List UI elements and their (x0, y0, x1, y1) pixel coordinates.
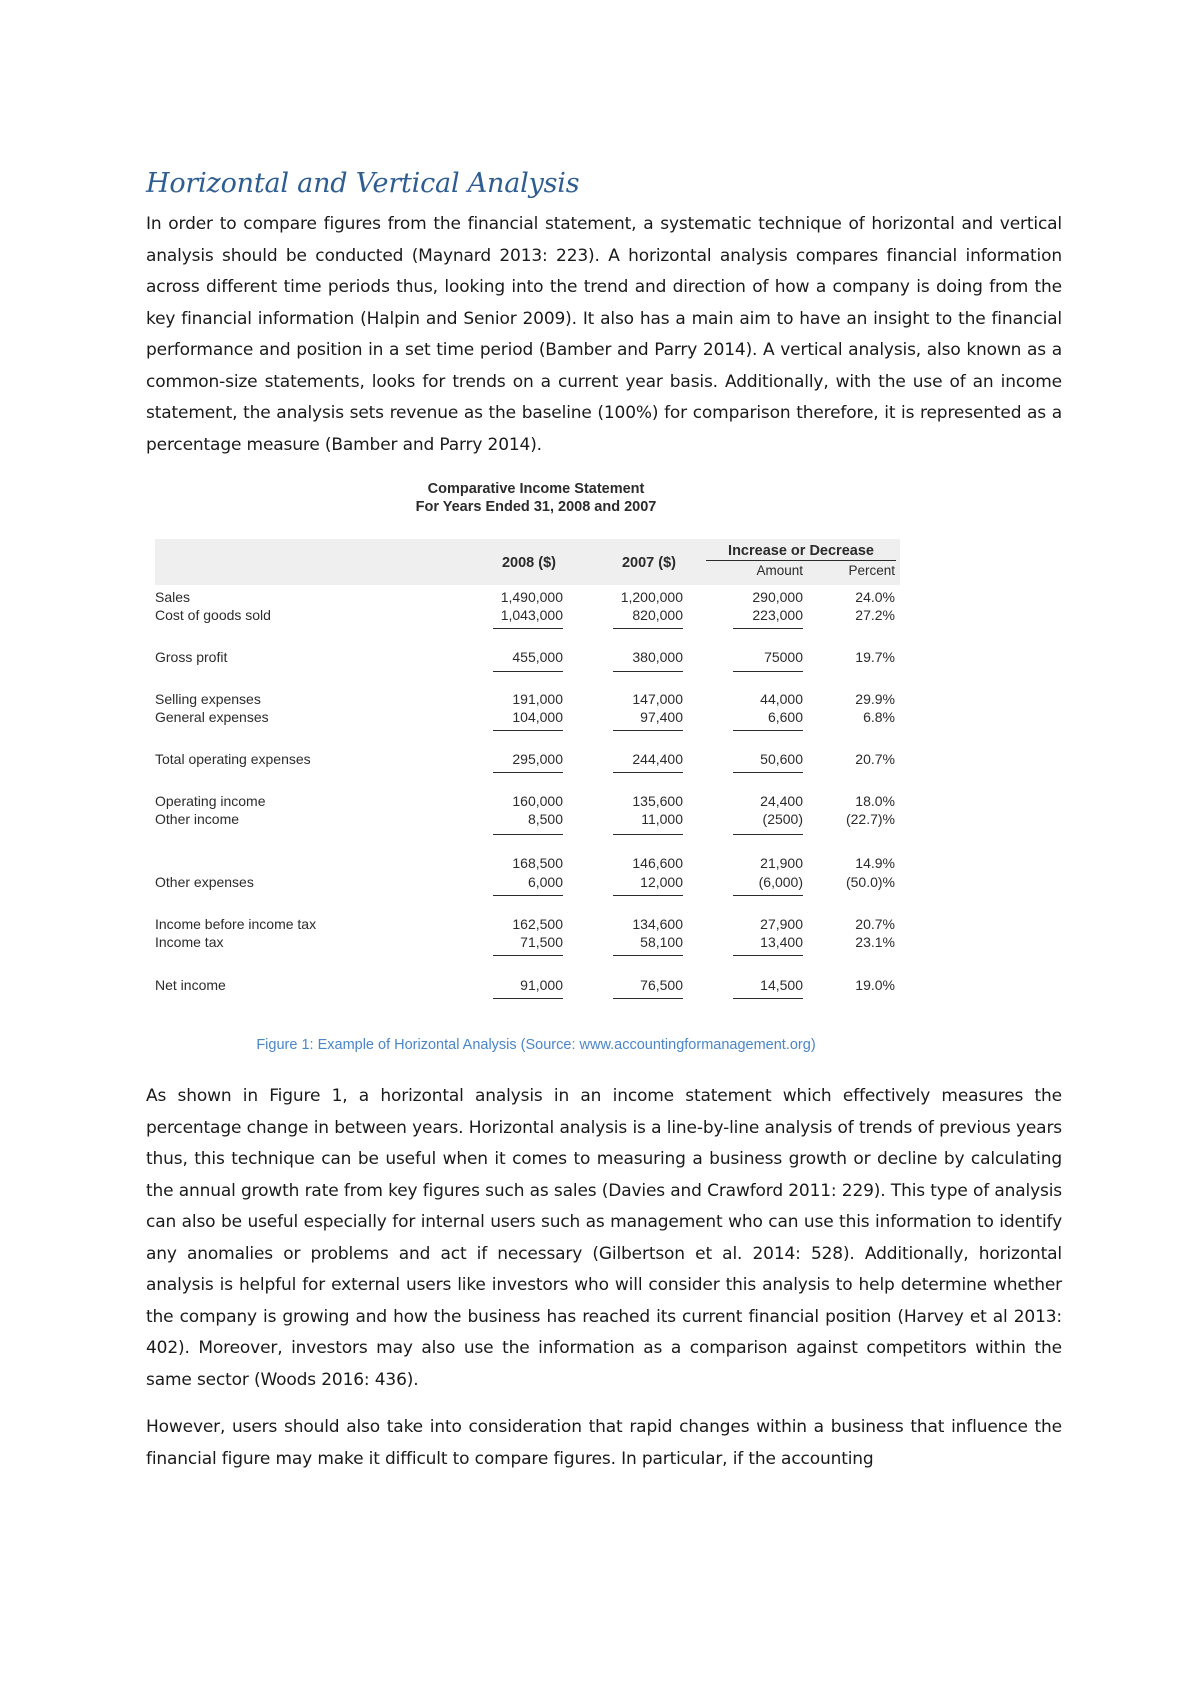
column-header-change: Increase or Decrease (706, 543, 896, 561)
rule-line (733, 671, 803, 672)
value-2007: 134,600 (632, 916, 683, 932)
value-2008: 8,500 (527, 811, 563, 827)
change-amount: 24,400 (760, 793, 803, 809)
change-amount: 290,000 (752, 589, 803, 605)
rule-line (493, 628, 563, 629)
change-percent: 6.8% (863, 709, 895, 725)
change-percent: (22.7)% (845, 811, 895, 827)
figure-caption: Figure 1: Example of Horizontal Analysis (Source: www.accountingformanagement.org) (256, 1037, 816, 1053)
row-label: Income tax (155, 934, 224, 950)
rule-line (493, 895, 563, 896)
change-amount: (2500) (762, 811, 803, 827)
figure-income-statement (146, 481, 1062, 1061)
row-label: Cost of goods sold (155, 607, 271, 623)
rule-line (493, 730, 563, 731)
value-2008: 91,000 (520, 977, 563, 993)
value-2007: 11,000 (641, 811, 683, 827)
table-row (155, 916, 895, 934)
column-header-2007: 2007 ($) (621, 555, 676, 571)
rule-line (613, 772, 683, 773)
rule-line (613, 834, 683, 835)
statement-subtitle: For Years Ended 31, 2008 and 2007 (415, 499, 657, 515)
section-heading: Horizontal and Vertical Analysis (146, 168, 580, 199)
change-percent: 18.0% (855, 793, 895, 809)
rule-line (493, 772, 563, 773)
rule-line (493, 834, 563, 835)
rule-line (613, 895, 683, 896)
rule-line (613, 671, 683, 672)
table-row (155, 855, 895, 873)
table-row (155, 977, 895, 995)
value-2007: 97,400 (640, 709, 683, 725)
rule-line (733, 628, 803, 629)
change-percent: 24.0% (855, 589, 895, 605)
rule-line (733, 772, 803, 773)
value-2007: 244,400 (632, 751, 683, 767)
change-percent: 23.1% (855, 934, 895, 950)
value-2007: 380,000 (632, 649, 683, 665)
change-percent: (50.0)% (845, 874, 895, 890)
rule-line (613, 998, 683, 999)
change-percent: 29.9% (855, 691, 895, 707)
value-2007: 12,000 (640, 874, 683, 890)
change-percent: 19.7% (855, 649, 895, 665)
value-2008: 455,000 (512, 649, 563, 665)
rule-line (493, 998, 563, 999)
change-percent: 19.0% (855, 977, 895, 993)
column-header-2008: 2008 ($) (501, 555, 556, 571)
row-label: Gross profit (155, 649, 228, 665)
row-label: Total operating expenses (155, 751, 311, 767)
value-2008: 162,500 (512, 916, 563, 932)
change-amount: 223,000 (752, 607, 803, 623)
value-2008: 6,000 (527, 874, 563, 890)
value-2007: 76,500 (640, 977, 683, 993)
table-row (155, 793, 895, 811)
row-label: Net income (155, 977, 226, 993)
table-row (155, 607, 895, 625)
table-row (155, 811, 895, 829)
change-amount: (6,000) (758, 874, 803, 890)
rule-line (733, 730, 803, 731)
rule-line (733, 998, 803, 999)
limitations-paragraph: However, users should also take into consideration that rapid changes within a business that influence the financial figure may make it difficult to compare figures. In particular, if the accounting (146, 1417, 1062, 1469)
discussion-paragraph: As shown in Figure 1, a horizontal analysis in an income statement which effectively measures the percentage change in between years. Horizontal analysis is a line-by-line analysis of trends of previous years thus, this technique can be useful when it comes to measuring a business growth or decline by calculating the annual growth rate from key figures such as sales (Davies and Crawford 2011: 229). This type of analysis can also be useful especially for internal users such as management who can use this information to identify any anomalies or problems and act if necessary (Gilbertson et al. 2014: 528). Additionally, horizontal analysis is helpful for external users like investors who will consider this analysis to help determine whether the company is growing and how the business has reached its current financial position (Harvey et al 2013: 402). Moreover, investors may also use the information as a comparison against competitors within the same sector (Woods 2016: 436). (146, 1086, 1062, 1390)
rule-line (613, 628, 683, 629)
row-label: Operating income (155, 793, 266, 809)
table-row (155, 649, 895, 667)
rule-line (733, 955, 803, 956)
change-amount: 13,400 (760, 934, 803, 950)
table-row (155, 709, 895, 727)
rule-line (493, 671, 563, 672)
table-row (155, 751, 895, 769)
column-header-percent: Percent (848, 563, 895, 578)
change-percent: 20.7% (855, 751, 895, 767)
value-2008: 71,500 (520, 934, 563, 950)
row-label: General expenses (155, 709, 269, 725)
table-row (155, 589, 895, 607)
rule-line (733, 895, 803, 896)
value-2008: 295,000 (512, 751, 563, 767)
value-2007: 146,600 (632, 855, 683, 871)
rule-line (733, 834, 803, 835)
document-page (146, 168, 1062, 1475)
change-percent: 27.2% (855, 607, 895, 623)
value-2007: 147,000 (632, 691, 683, 707)
value-2007: 58,100 (640, 934, 683, 950)
change-percent: 14.9% (855, 855, 895, 871)
change-percent: 20.7% (855, 916, 895, 932)
intro-paragraph: In order to compare figures from the financial statement, a systematic technique of horizontal and vertical analysis should be conducted (Maynard 2013: 223). A horizontal analysis compares financial information across different time periods thus, looking into the trend and direction of how a company is doing from the key financial information (Halpin and Senior 2009). It also has a main aim to have an insight to the financial performance and position in a set time period (Bamber and Parry 2014). A vertical analysis, also known as a common-size statements, looks for trends on a current year basis. Additionally, with the use of an income statement, the analysis sets revenue as the baseline (100%) for comparison therefore, it is represented as a percentage measure (Bamber and Parry 2014). (146, 214, 1062, 455)
value-2008: 160,000 (512, 793, 563, 809)
value-2008: 1,043,000 (500, 607, 563, 623)
change-amount: 6,600 (767, 709, 803, 725)
value-2008: 1,490,000 (500, 589, 563, 605)
value-2008: 104,000 (512, 709, 563, 725)
value-2008: 168,500 (512, 855, 563, 871)
value-2008: 191,000 (512, 691, 563, 707)
table-row (155, 934, 895, 952)
row-label: Selling expenses (155, 691, 261, 707)
change-amount: 21,900 (760, 855, 803, 871)
value-2007: 820,000 (632, 607, 683, 623)
rule-line (613, 955, 683, 956)
change-amount: 14,500 (760, 977, 803, 993)
rule-line (613, 730, 683, 731)
rule-line (493, 955, 563, 956)
value-2007: 135,600 (632, 793, 683, 809)
change-amount: 44,000 (760, 691, 803, 707)
column-header-amount: Amount (756, 563, 803, 578)
change-amount: 75000 (764, 649, 803, 665)
row-label: Income before income tax (155, 916, 317, 932)
table-row (155, 691, 895, 709)
change-amount: 27,900 (760, 916, 803, 932)
row-label: Other income (155, 811, 240, 827)
statement-title: Comparative Income Statement (427, 481, 645, 497)
row-label: Sales (155, 589, 191, 605)
change-amount: 50,600 (760, 751, 803, 767)
value-2007: 1,200,000 (620, 589, 683, 605)
table-row (155, 874, 895, 892)
row-label: Other expenses (155, 874, 254, 890)
